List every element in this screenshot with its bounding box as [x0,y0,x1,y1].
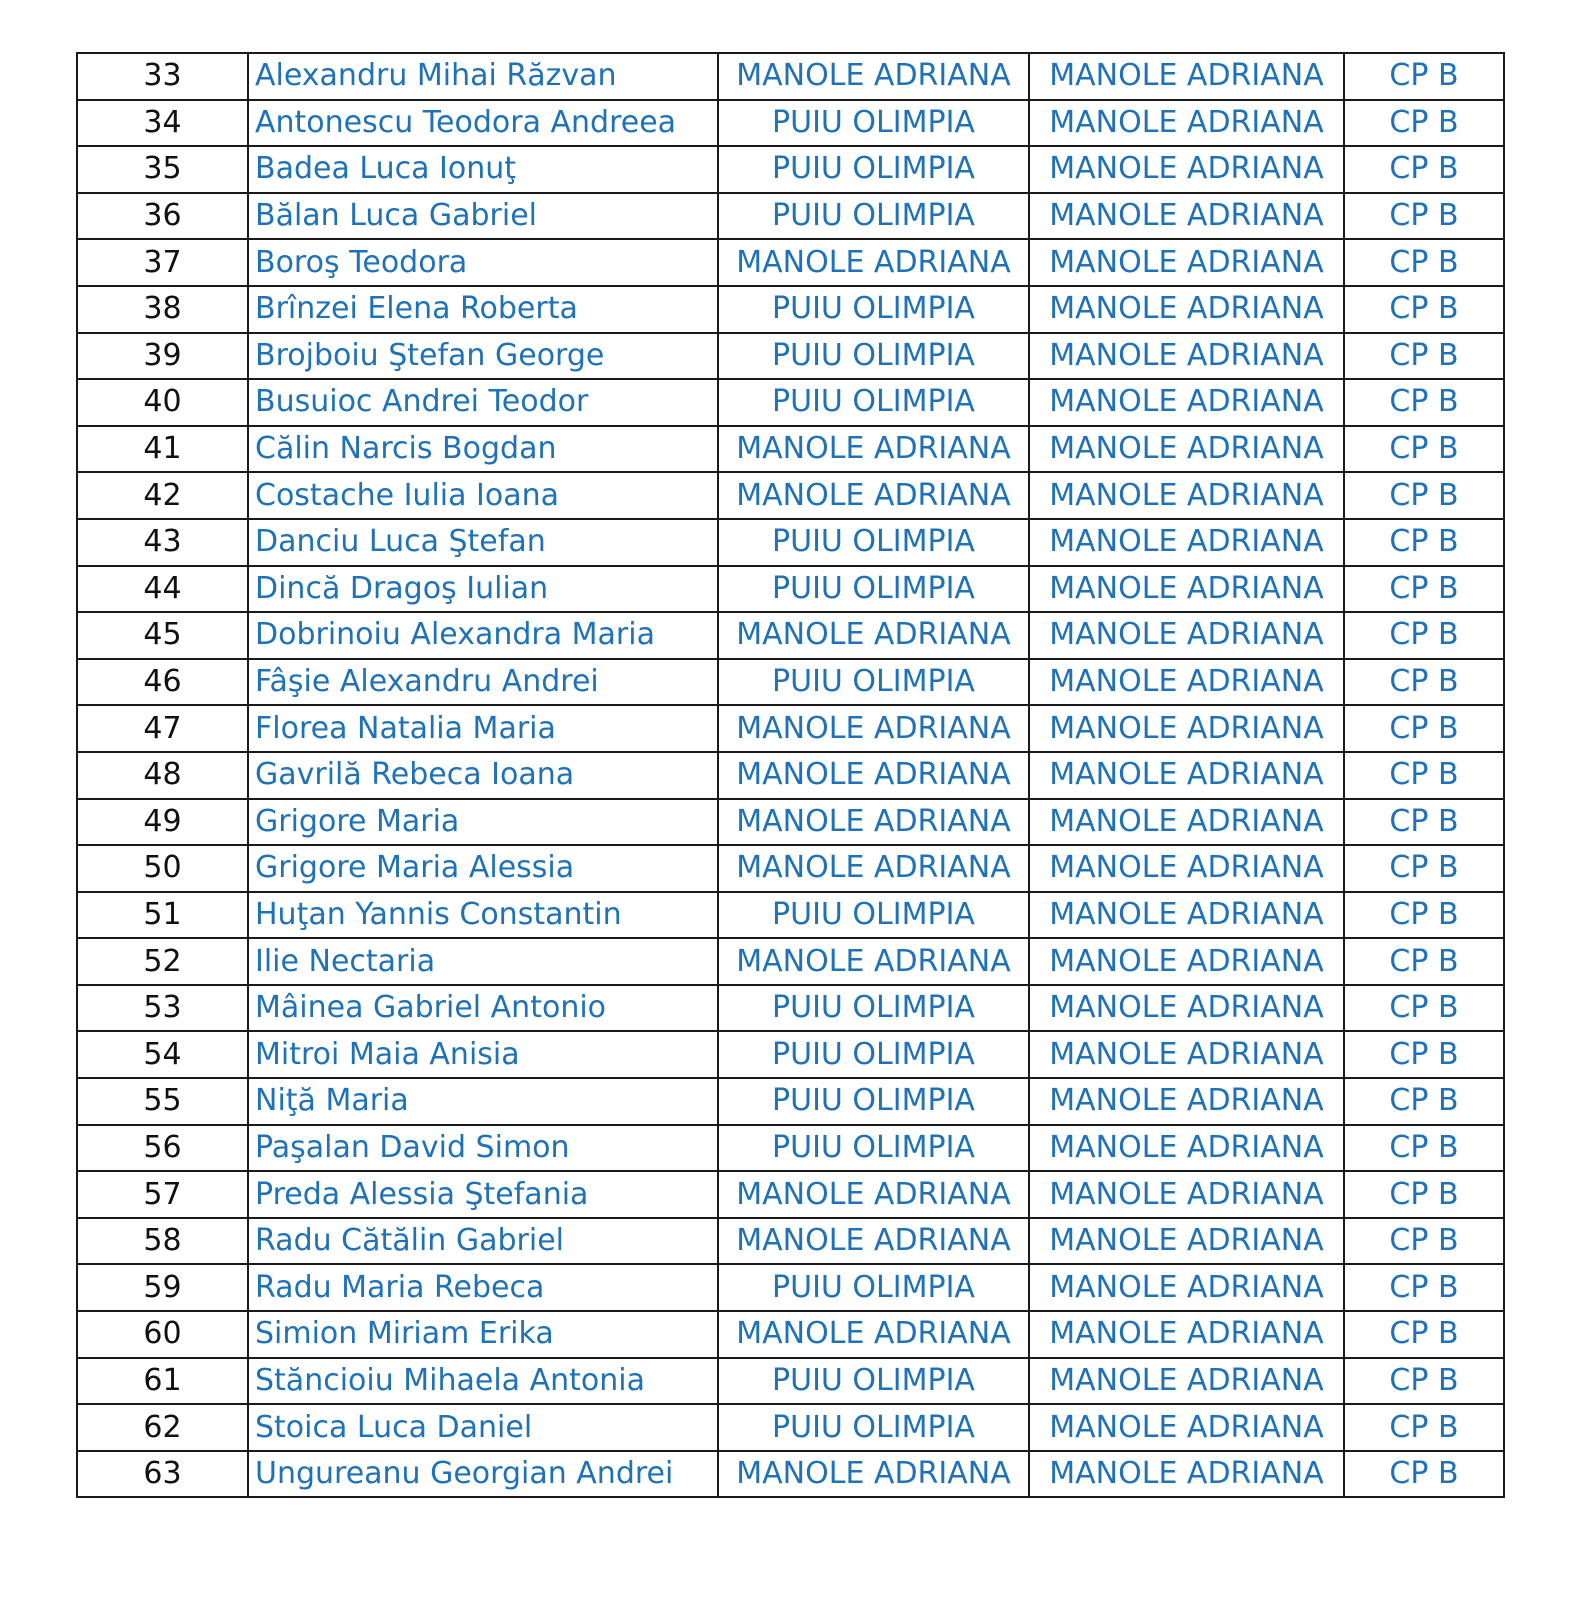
student-table-container [76,52,1505,1498]
teacher-1-cell: PUIU OLIMPIA [718,1358,1029,1405]
student-name-cell: Grigore Maria [248,799,718,846]
class-cell: CP B [1344,426,1504,473]
table-row [77,100,1504,147]
teacher-2-cell: MANOLE ADRIANA [1029,752,1344,799]
class-cell: CP B [1344,519,1504,566]
teacher-2-cell: MANOLE ADRIANA [1029,333,1344,380]
teacher-1-cell: PUIU OLIMPIA [718,659,1029,706]
teacher-2-cell: MANOLE ADRIANA [1029,1451,1344,1498]
student-table-body [77,53,1504,1497]
row-number-cell: 38 [77,286,248,333]
teacher-2-cell: MANOLE ADRIANA [1029,53,1344,100]
row-number-cell: 47 [77,705,248,752]
teacher-2-cell: MANOLE ADRIANA [1029,1171,1344,1218]
teacher-1-cell: MANOLE ADRIANA [718,1451,1029,1498]
student-name-cell: Costache Iulia Ioana [248,472,718,519]
teacher-2-cell: MANOLE ADRIANA [1029,845,1344,892]
teacher-2-cell: MANOLE ADRIANA [1029,985,1344,1032]
table-row [77,1078,1504,1125]
class-cell: CP B [1344,752,1504,799]
teacher-1-cell: PUIU OLIMPIA [718,1404,1029,1451]
class-cell: CP B [1344,659,1504,706]
teacher-1-cell: MANOLE ADRIANA [718,938,1029,985]
table-row [77,566,1504,613]
class-cell: CP B [1344,1218,1504,1265]
table-row [77,705,1504,752]
row-number-cell: 56 [77,1125,248,1172]
teacher-1-cell: MANOLE ADRIANA [718,612,1029,659]
row-number-cell: 36 [77,193,248,240]
class-cell: CP B [1344,1451,1504,1498]
row-number-cell: 41 [77,426,248,473]
teacher-1-cell: PUIU OLIMPIA [718,519,1029,566]
class-cell: CP B [1344,193,1504,240]
table-row [77,612,1504,659]
row-number-cell: 57 [77,1171,248,1218]
student-name-cell: Stăncioiu Mihaela Antonia [248,1358,718,1405]
teacher-1-cell: PUIU OLIMPIA [718,985,1029,1032]
teacher-2-cell: MANOLE ADRIANA [1029,193,1344,240]
teacher-2-cell: MANOLE ADRIANA [1029,1125,1344,1172]
student-name-cell: Radu Maria Rebeca [248,1264,718,1311]
class-cell: CP B [1344,472,1504,519]
table-row [77,752,1504,799]
teacher-2-cell: MANOLE ADRIANA [1029,659,1344,706]
student-name-cell: Mâinea Gabriel Antonio [248,985,718,1032]
row-number-cell: 42 [77,472,248,519]
teacher-1-cell: PUIU OLIMPIA [718,1125,1029,1172]
student-name-cell: Florea Natalia Maria [248,705,718,752]
class-cell: CP B [1344,1404,1504,1451]
table-row [77,379,1504,426]
class-cell: CP B [1344,612,1504,659]
student-name-cell: Grigore Maria Alessia [248,845,718,892]
teacher-1-cell: PUIU OLIMPIA [718,193,1029,240]
class-cell: CP B [1344,379,1504,426]
teacher-2-cell: MANOLE ADRIANA [1029,519,1344,566]
class-cell: CP B [1344,1358,1504,1405]
student-name-cell: Danciu Luca Ştefan [248,519,718,566]
row-number-cell: 63 [77,1451,248,1498]
row-number-cell: 46 [77,659,248,706]
teacher-1-cell: MANOLE ADRIANA [718,426,1029,473]
teacher-1-cell: PUIU OLIMPIA [718,333,1029,380]
teacher-2-cell: MANOLE ADRIANA [1029,472,1344,519]
table-row [77,472,1504,519]
class-cell: CP B [1344,1171,1504,1218]
student-name-cell: Brojboiu Ştefan George [248,333,718,380]
table-row [77,985,1504,1032]
class-cell: CP B [1344,333,1504,380]
teacher-2-cell: MANOLE ADRIANA [1029,705,1344,752]
class-cell: CP B [1344,286,1504,333]
row-number-cell: 43 [77,519,248,566]
student-name-cell: Radu Cătălin Gabriel [248,1218,718,1265]
row-number-cell: 54 [77,1031,248,1078]
row-number-cell: 35 [77,146,248,193]
table-row [77,1358,1504,1405]
teacher-1-cell: PUIU OLIMPIA [718,1078,1029,1125]
teacher-1-cell: PUIU OLIMPIA [718,1031,1029,1078]
table-row [77,53,1504,100]
row-number-cell: 44 [77,566,248,613]
class-cell: CP B [1344,566,1504,613]
student-name-cell: Călin Narcis Bogdan [248,426,718,473]
teacher-2-cell: MANOLE ADRIANA [1029,566,1344,613]
row-number-cell: 51 [77,892,248,939]
row-number-cell: 37 [77,239,248,286]
class-cell: CP B [1344,100,1504,147]
row-number-cell: 49 [77,799,248,846]
teacher-1-cell: MANOLE ADRIANA [718,799,1029,846]
table-row [77,193,1504,240]
student-name-cell: Huţan Yannis Constantin [248,892,718,939]
student-name-cell: Busuioc Andrei Teodor [248,379,718,426]
teacher-1-cell: MANOLE ADRIANA [718,752,1029,799]
student-name-cell: Preda Alessia Ştefania [248,1171,718,1218]
teacher-2-cell: MANOLE ADRIANA [1029,426,1344,473]
table-row [77,146,1504,193]
student-name-cell: Stoica Luca Daniel [248,1404,718,1451]
row-number-cell: 45 [77,612,248,659]
teacher-1-cell: PUIU OLIMPIA [718,892,1029,939]
teacher-2-cell: MANOLE ADRIANA [1029,1264,1344,1311]
row-number-cell: 59 [77,1264,248,1311]
teacher-2-cell: MANOLE ADRIANA [1029,1358,1344,1405]
teacher-1-cell: PUIU OLIMPIA [718,379,1029,426]
student-name-cell: Gavrilă Rebeca Ioana [248,752,718,799]
row-number-cell: 55 [77,1078,248,1125]
class-cell: CP B [1344,53,1504,100]
teacher-1-cell: MANOLE ADRIANA [718,53,1029,100]
table-row [77,1404,1504,1451]
table-row [77,1125,1504,1172]
teacher-2-cell: MANOLE ADRIANA [1029,146,1344,193]
teacher-2-cell: MANOLE ADRIANA [1029,1031,1344,1078]
table-row [77,799,1504,846]
class-cell: CP B [1344,239,1504,286]
table-row [77,892,1504,939]
row-number-cell: 52 [77,938,248,985]
table-row [77,938,1504,985]
student-name-cell: Antonescu Teodora Andreea [248,100,718,147]
teacher-2-cell: MANOLE ADRIANA [1029,612,1344,659]
student-name-cell: Alexandru Mihai Răzvan [248,53,718,100]
student-name-cell: Badea Luca Ionuţ [248,146,718,193]
table-row [77,333,1504,380]
row-number-cell: 50 [77,845,248,892]
class-cell: CP B [1344,1311,1504,1358]
table-row [77,1171,1504,1218]
class-cell: CP B [1344,985,1504,1032]
class-cell: CP B [1344,938,1504,985]
table-row [77,426,1504,473]
class-cell: CP B [1344,845,1504,892]
teacher-2-cell: MANOLE ADRIANA [1029,1218,1344,1265]
teacher-1-cell: PUIU OLIMPIA [718,1264,1029,1311]
class-cell: CP B [1344,892,1504,939]
table-row [77,239,1504,286]
row-number-cell: 48 [77,752,248,799]
class-cell: CP B [1344,146,1504,193]
student-name-cell: Fâşie Alexandru Andrei [248,659,718,706]
student-table [76,52,1505,1498]
teacher-1-cell: PUIU OLIMPIA [718,566,1029,613]
class-cell: CP B [1344,799,1504,846]
student-name-cell: Niţă Maria [248,1078,718,1125]
teacher-2-cell: MANOLE ADRIANA [1029,1078,1344,1125]
teacher-2-cell: MANOLE ADRIANA [1029,892,1344,939]
row-number-cell: 39 [77,333,248,380]
teacher-1-cell: MANOLE ADRIANA [718,472,1029,519]
student-name-cell: Mitroi Maia Anisia [248,1031,718,1078]
student-name-cell: Ilie Nectaria [248,938,718,985]
student-name-cell: Dobrinoiu Alexandra Maria [248,612,718,659]
student-name-cell: Bălan Luca Gabriel [248,193,718,240]
teacher-2-cell: MANOLE ADRIANA [1029,1404,1344,1451]
student-name-cell: Paşalan David Simon [248,1125,718,1172]
class-cell: CP B [1344,1078,1504,1125]
class-cell: CP B [1344,705,1504,752]
class-cell: CP B [1344,1264,1504,1311]
table-row [77,1451,1504,1498]
teacher-1-cell: MANOLE ADRIANA [718,239,1029,286]
table-row [77,519,1504,566]
teacher-2-cell: MANOLE ADRIANA [1029,379,1344,426]
row-number-cell: 60 [77,1311,248,1358]
row-number-cell: 34 [77,100,248,147]
teacher-1-cell: MANOLE ADRIANA [718,845,1029,892]
teacher-1-cell: MANOLE ADRIANA [718,1311,1029,1358]
table-row [77,1311,1504,1358]
student-name-cell: Brînzei Elena Roberta [248,286,718,333]
teacher-2-cell: MANOLE ADRIANA [1029,286,1344,333]
teacher-2-cell: MANOLE ADRIANA [1029,799,1344,846]
row-number-cell: 58 [77,1218,248,1265]
table-row [77,659,1504,706]
table-row [77,1218,1504,1265]
table-row [77,845,1504,892]
teacher-2-cell: MANOLE ADRIANA [1029,1311,1344,1358]
row-number-cell: 53 [77,985,248,1032]
row-number-cell: 40 [77,379,248,426]
student-name-cell: Boroş Teodora [248,239,718,286]
student-name-cell: Ungureanu Georgian Andrei [248,1451,718,1498]
teacher-1-cell: MANOLE ADRIANA [718,1171,1029,1218]
student-name-cell: Simion Miriam Erika [248,1311,718,1358]
teacher-1-cell: PUIU OLIMPIA [718,146,1029,193]
class-cell: CP B [1344,1125,1504,1172]
row-number-cell: 61 [77,1358,248,1405]
row-number-cell: 33 [77,53,248,100]
teacher-1-cell: MANOLE ADRIANA [718,1218,1029,1265]
teacher-2-cell: MANOLE ADRIANA [1029,239,1344,286]
class-cell: CP B [1344,1031,1504,1078]
table-row [77,1264,1504,1311]
teacher-1-cell: PUIU OLIMPIA [718,100,1029,147]
row-number-cell: 62 [77,1404,248,1451]
table-row [77,286,1504,333]
teacher-2-cell: MANOLE ADRIANA [1029,100,1344,147]
table-row [77,1031,1504,1078]
teacher-1-cell: MANOLE ADRIANA [718,705,1029,752]
teacher-1-cell: PUIU OLIMPIA [718,286,1029,333]
student-name-cell: Dincă Dragoş Iulian [248,566,718,613]
teacher-2-cell: MANOLE ADRIANA [1029,938,1344,985]
